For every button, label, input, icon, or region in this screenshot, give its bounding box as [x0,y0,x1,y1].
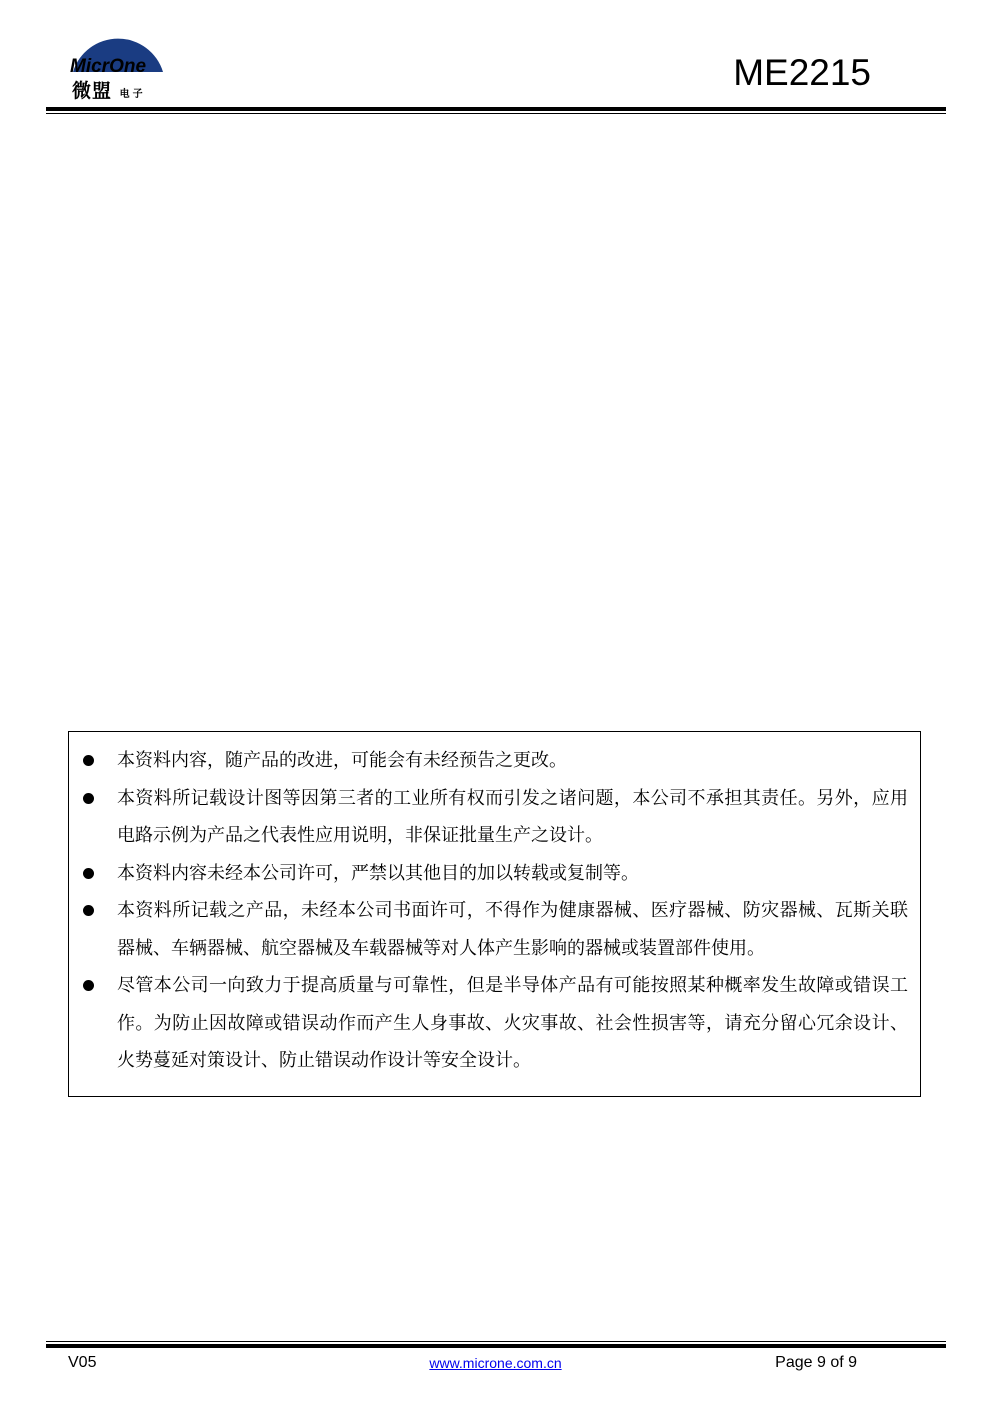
disclaimer-text: 本资料内容未经本公司许可，严禁以其他目的加以转载或复制等。 [117,862,639,884]
bullet-icon [83,755,94,766]
disclaimer-item [69,780,908,855]
website-link[interactable]: www.microne.com.cn [429,1355,562,1371]
disclaimer-text: 本资料所记载设计图等因第三者的工业所有权而引发之诸问题，本公司不承担其责任。另外，应用电路示例为产品之代表性应用说明，非保证批量生产之设计。 [117,787,908,846]
disclaimer-item [69,742,908,780]
bullet-icon [83,980,94,991]
company-logo [68,14,168,102]
disclaimer-text: 本资料所记载之产品，未经本公司书面许可，不得作为健康器械、医疗器械、防灾器械、瓦斯关联器械、车辆器械、航空器械及车载器械等对人体产生影响的器械或装置部件使用。 [117,900,908,959]
footer-rule-thick [46,1344,946,1348]
disclaimer-list [69,732,920,1080]
bullet-icon [83,868,94,879]
logo-wordmark: MicrOne [70,56,147,77]
disclaimer-text: 本资料内容，随产品的改进，可能会有未经预告之更改。 [117,750,567,771]
logo-cn-main: 微盟 [72,80,113,102]
footer-rule-thin [46,1341,946,1342]
logo-cn-small: 电子 [119,89,146,100]
header-rule-thick [46,107,946,111]
page-number: Page 9 of 9 [775,1354,857,1371]
disclaimer-text: 尽管本公司一向致力于提高质量与可靠性，但是半导体产品有可能按照某种概率发生故障或错误工作。为防止因故障或错误动作而产生人身事故、火灾事故、社会性损害等，请充分留心冗余设计、火势蔓延对策设计、防止错误动作设计等安全设计。 [117,975,908,1071]
disclaimer-item [69,855,908,893]
document-title: ME2215 [733,52,871,93]
disclaimer-box [68,731,921,1097]
disclaimer-item [69,892,908,967]
header-rule-thin [46,113,946,114]
footer-version: V05 [68,1354,97,1371]
bullet-icon [83,905,94,916]
logo-chinese-name [72,76,146,103]
logo-emblem-icon [68,14,168,84]
disclaimer-item [69,967,908,1080]
bullet-icon [83,793,94,804]
